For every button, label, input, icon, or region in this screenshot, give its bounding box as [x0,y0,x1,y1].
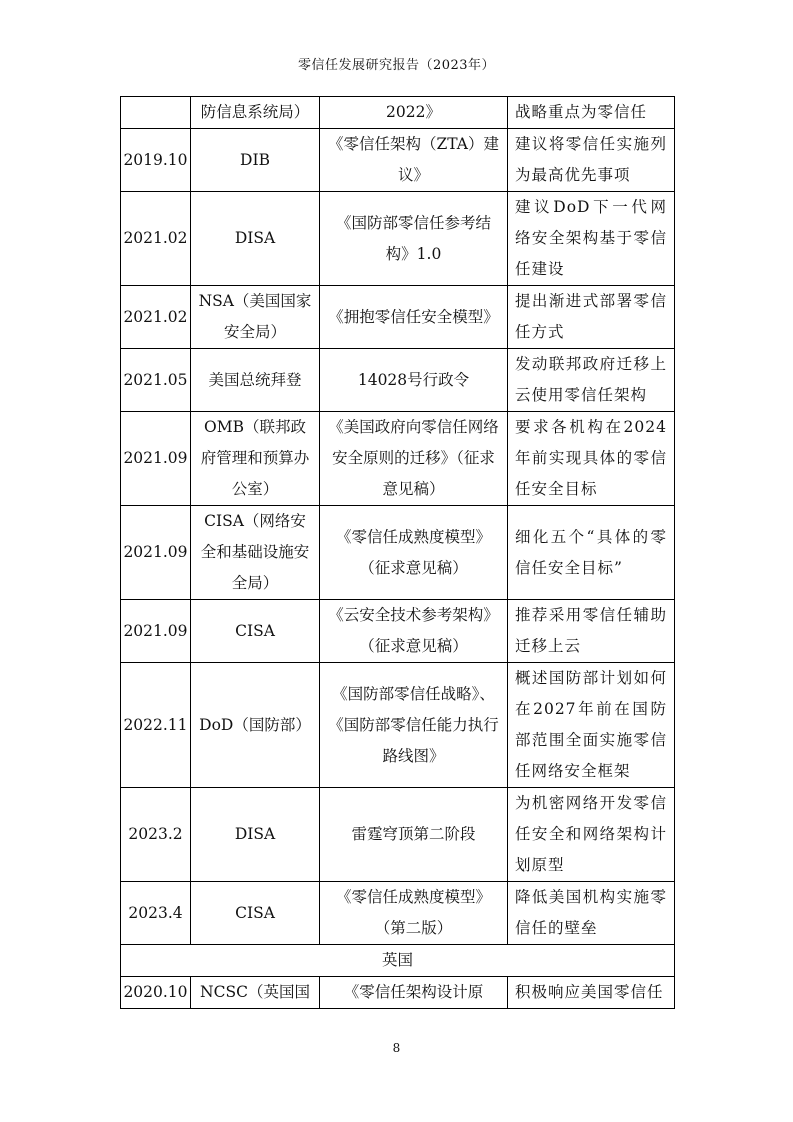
document-cell: 《拥抱零信任安全模型》 [320,286,508,349]
note-cell: 要求各机构在2024年前实现具体的零信任安全目标 [508,412,675,506]
table-row [121,788,675,882]
note-cell: 战略重点为零信任 [508,97,675,129]
document-cell: 14028号行政令 [320,349,508,412]
table-row [121,663,675,788]
org-cell: OMB（联邦政府管理和预算办公室） [191,412,320,506]
document-cell: 《零信任成熟度模型》（征求意见稿） [320,506,508,600]
org-cell: 美国总统拜登 [191,349,320,412]
note-cell: 建议将零信任实施列为最高优先事项 [508,129,675,192]
note-cell: 细化五个“具体的零信任安全目标” [508,506,675,600]
org-cell: DIB [191,129,320,192]
document-cell: 《国防部零信任参考结构》1.0 [320,192,508,286]
note-cell: 推荐采用零信任辅助迁移上云 [508,600,675,663]
page-number: 8 [392,1041,401,1055]
note-cell: 降低美国机构实施零信任的壁垒 [508,882,675,945]
section-heading-uk: 英国 [121,945,675,977]
table-row [121,977,675,1009]
date-cell: 2023.2 [121,788,191,882]
date-cell: 2020.10 [121,977,191,1009]
date-cell: 2021.09 [121,412,191,506]
document-cell: 雷霆穹顶第二阶段 [320,788,508,882]
table-row [121,286,675,349]
date-cell: 2021.09 [121,506,191,600]
org-cell: 防信息系统局） [191,97,320,129]
org-cell: DISA [191,192,320,286]
table-row [121,412,675,506]
org-cell: CISA [191,600,320,663]
note-cell: 概述国防部计划如何在2027年前在国防部范围全面实施零信任网络安全框架 [508,663,675,788]
table-row [121,600,675,663]
date-cell: 2021.09 [121,600,191,663]
org-cell: CISA [191,882,320,945]
document-cell: 《国防部零信任战略》、《国防部零信任能力执行路线图》 [320,663,508,788]
document-cell: 《美国政府向零信任网络安全原则的迁移》（征求意见稿） [320,412,508,506]
date-cell: 2021.02 [121,286,191,349]
date-cell: 2021.05 [121,349,191,412]
note-cell: 为机密网络开发零信任安全和网络架构计划原型 [508,788,675,882]
policy-table [120,96,675,1009]
document-cell: 《零信任成熟度模型》（第二版） [320,882,508,945]
org-cell: DISA [191,788,320,882]
date-cell [121,97,191,129]
table-row [121,97,675,129]
note-cell: 发动联邦政府迁移上云使用零信任架构 [508,349,675,412]
document-cell: 《零信任架构设计原 [320,977,508,1009]
document-cell: 《零信任架构（ZTA）建议》 [320,129,508,192]
org-cell: NCSC（英国国 [191,977,320,1009]
date-cell: 2019.10 [121,129,191,192]
date-cell: 2021.02 [121,192,191,286]
table-row [121,129,675,192]
table-row [121,349,675,412]
org-cell: CISA（网络安全和基础设施安全局） [191,506,320,600]
table-row [121,192,675,286]
page-header: 零信任发展研究报告（2023年） [297,58,496,73]
section-row [121,945,675,977]
org-cell: DoD（国防部） [191,663,320,788]
note-cell: 积极响应美国零信任 [508,977,675,1009]
table-row [121,882,675,945]
table-row [121,506,675,600]
date-cell: 2023.4 [121,882,191,945]
document-cell: 《云安全技术参考架构》（征求意见稿） [320,600,508,663]
date-cell: 2022.11 [121,663,191,788]
document-cell: 2022》 [320,97,508,129]
org-cell: NSA（美国国家安全局） [191,286,320,349]
note-cell: 建议DoD下一代网络安全架构基于零信任建设 [508,192,675,286]
note-cell: 提出渐进式部署零信任方式 [508,286,675,349]
